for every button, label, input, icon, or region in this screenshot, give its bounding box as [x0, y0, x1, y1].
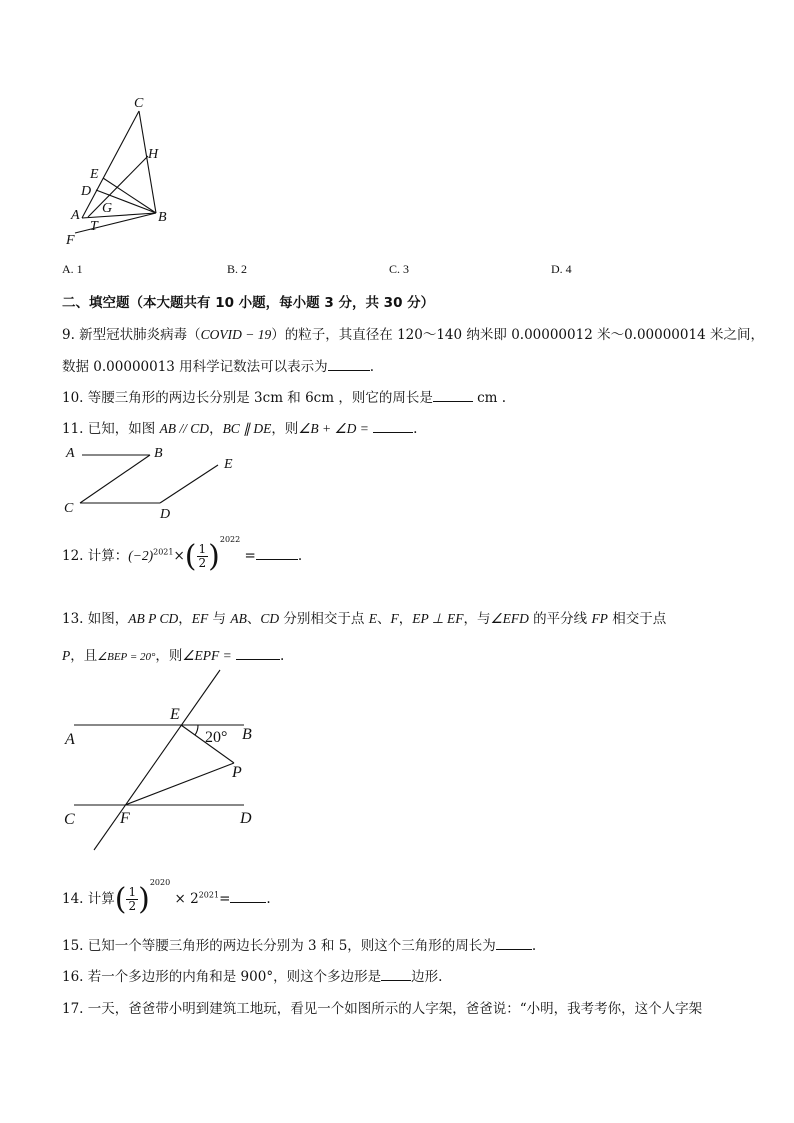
section-heading: 二、填空题（本大题共有 10 小题，每小题 3 分，共 30 分）	[62, 295, 435, 311]
q12-times: ×	[173, 548, 185, 564]
intersecting-lines-figure-q13	[60, 665, 270, 860]
segment-TH	[88, 156, 148, 217]
option-c: C. 3	[389, 262, 410, 276]
segment-BC	[80, 455, 150, 503]
q15-end: .	[531, 938, 537, 954]
answer-blank-15[interactable]	[496, 937, 532, 950]
q14-paren-close: )	[138, 882, 150, 917]
q13-p: ∠EFD	[490, 611, 529, 626]
label-D: D	[160, 507, 171, 522]
q13-s: 相交于点	[607, 611, 667, 627]
label-B: B	[154, 446, 163, 461]
q16-text: 16. 若一个多边形的内角和是 900°，则这个多边形是	[62, 969, 382, 985]
q16-end: 边形.	[411, 969, 443, 985]
q12-prefix: 12. 计算：	[62, 548, 129, 564]
question-14	[62, 878, 271, 917]
q13-c: ，	[178, 611, 192, 627]
line-EF	[94, 670, 220, 850]
angle-arc	[195, 725, 198, 735]
answer-blank-14[interactable]	[230, 890, 266, 903]
label-P: P	[232, 764, 242, 781]
label-F: F	[120, 810, 130, 827]
q17-text: 17. 一天，爸爸带小明到建筑工地玩，看见一个如图所示的人字架，爸爸说：“小明，我考考你，这个人字架	[62, 1001, 703, 1017]
q14-eq: =	[219, 891, 231, 907]
q12-exp2: 2022	[219, 535, 241, 544]
label-D: D	[81, 184, 92, 199]
q13-k: 、	[376, 611, 391, 627]
q13-j: E	[368, 611, 377, 626]
question-12	[62, 535, 302, 574]
q12-end: .	[297, 548, 303, 564]
label-D: D	[240, 810, 252, 827]
q14-prefix: 14. 计算	[62, 891, 115, 907]
triangle-figure-q8	[60, 90, 180, 250]
q13-e: 与	[208, 611, 231, 627]
q11-math3: ∠B + ∠D =	[298, 421, 369, 436]
q9-text-2: 数据 0.00000013 用科学记数法可以表示为	[62, 359, 328, 375]
q13-l2-d: ，则	[155, 648, 183, 664]
angle-label: 20°	[205, 729, 228, 746]
label-C: C	[64, 501, 74, 516]
label-B: B	[242, 726, 252, 743]
question-17	[62, 997, 702, 1017]
q14-num: 1	[128, 885, 137, 899]
q12-base: (−2)	[128, 548, 154, 563]
q13-d: EF	[191, 611, 209, 626]
q13-g: 、	[246, 611, 261, 627]
q13-f: AB	[230, 611, 247, 626]
q14-exp2: 2021	[198, 890, 220, 900]
q12-exp1: 2021	[153, 547, 174, 557]
q10-text: 10. 等腰三角形的两边长分别是 3cm 和 6cm ，则它的周长是	[62, 390, 433, 406]
q13-l2-b: ，且	[70, 648, 98, 664]
q11-math1: AB // CD	[159, 421, 210, 436]
q13-n: EP ⊥ EF	[412, 611, 464, 626]
label-A: A	[65, 731, 75, 748]
q12-den: 2	[198, 556, 207, 570]
question-16	[62, 965, 442, 985]
option-d: D. 4	[551, 262, 572, 276]
label-F: F	[66, 233, 75, 248]
answer-blank-13[interactable]	[236, 647, 280, 660]
q9-end: .	[369, 359, 374, 375]
q13-l2-e: ∠EPF =	[182, 648, 232, 663]
label-E: E	[170, 706, 180, 723]
option-a: A. 1	[62, 262, 83, 276]
option-b: B. 2	[227, 262, 248, 276]
q11-mid2: ，则	[271, 421, 299, 437]
answer-blank-11[interactable]	[373, 420, 413, 433]
q12-paren-open: (	[184, 539, 197, 574]
label-A: A	[71, 208, 80, 223]
q13-i: 分别相交于点	[279, 611, 369, 627]
parallel-figure-q11	[60, 440, 250, 525]
answer-blank-9[interactable]	[328, 358, 370, 371]
question-9-line2	[62, 355, 374, 375]
q12-num: 1	[198, 542, 207, 556]
segment-FP	[125, 763, 234, 805]
q13-q: 的平分线	[528, 611, 592, 627]
question-9-line1	[62, 323, 764, 343]
label-T: T	[90, 219, 98, 234]
label-G: G	[102, 201, 113, 216]
q11-math2: BC ∥ DE	[222, 421, 272, 436]
q9-text-a: 9. 新型冠状肺炎病毒（	[62, 327, 201, 343]
q13-l2-f: .	[280, 648, 285, 664]
q14-exp1: 2020	[149, 878, 171, 887]
q13-o: ，与	[463, 611, 491, 627]
question-13-line1	[62, 607, 666, 627]
label-C: C	[64, 811, 75, 828]
segment-DE	[160, 465, 218, 503]
q11-prefix: 11. 已知，如图	[62, 421, 160, 437]
answer-blank-10[interactable]	[433, 389, 473, 402]
q14-end: .	[266, 891, 271, 907]
q14-paren-open: (	[114, 882, 127, 917]
label-H: H	[148, 147, 159, 162]
q15-text: 15. 已知一个等腰三角形的两边长分别为 3 和 5，则这个三角形的周长为	[62, 938, 496, 954]
q13-l: F	[390, 611, 399, 626]
label-E: E	[90, 167, 99, 182]
q11-mid1: ，	[209, 421, 223, 437]
q12-paren-close: )	[208, 539, 220, 574]
question-10	[62, 386, 506, 406]
label-C: C	[134, 96, 144, 111]
q13-m: ，	[398, 611, 413, 627]
q14-times: × 2	[174, 891, 199, 907]
q13-a: 13. 如图，	[62, 611, 129, 627]
question-13-line2	[62, 644, 284, 664]
answer-blank-12[interactable]	[256, 547, 298, 560]
q13-h: CD	[260, 611, 280, 626]
q12-fraction	[197, 543, 209, 570]
question-11	[62, 417, 417, 437]
q9-covid: COVID − 19	[200, 327, 272, 342]
label-A: A	[66, 446, 75, 461]
q12-eq: =	[244, 548, 256, 564]
question-15	[62, 934, 536, 954]
answer-blank-16[interactable]	[381, 968, 411, 981]
q14-fraction	[126, 886, 138, 913]
q13-b: AB P CD	[128, 611, 179, 626]
q13-r: FP	[591, 611, 608, 626]
q11-end: .	[413, 421, 418, 437]
q10-unit: cm .	[477, 390, 507, 406]
label-B: B	[158, 210, 167, 225]
q9-text-c: ）的粒子，其直径在 120～140 纳米即 0.00000012 米～0.00000014 米之间，	[271, 327, 764, 343]
q13-l2-a: P	[62, 648, 71, 663]
label-E: E	[224, 457, 233, 472]
q13-l2-c: ∠BEP = 20°	[97, 651, 156, 663]
q14-den: 2	[128, 899, 137, 913]
